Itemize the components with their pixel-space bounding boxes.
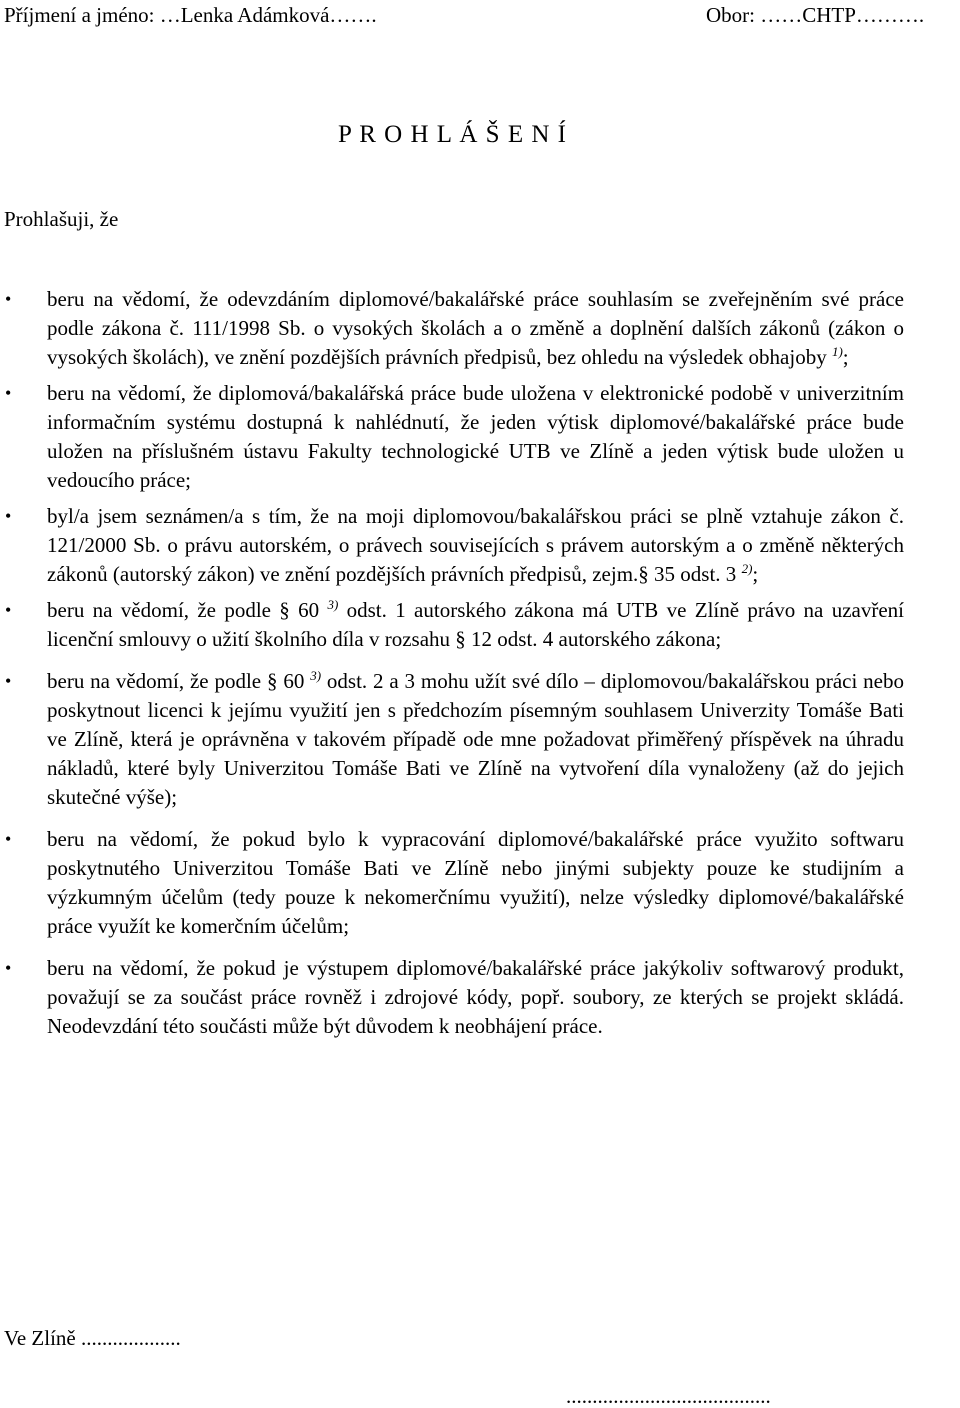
footnote-ref: 3) <box>310 668 322 683</box>
footnote-ref: 1) <box>831 344 843 359</box>
document-title: P R O H L Á Š E N Í <box>338 121 566 148</box>
bullet-icon: • <box>5 829 12 849</box>
header-field-line: Obor: ……CHTP………. <box>706 3 925 27</box>
bullet-icon: • <box>5 600 12 620</box>
item-text: beru na vědomí, že pokud bylo k vypracování diplomové/bakalářské práce využito softwaru poskytnutého Univerzitou Tomáše Bati ve Zlíně nebo jinými subjekty pouze ke studijním a výzkumným účelům (tedy pouze k nekomerčnímu využití), nelze výsledky diplomové/bakalářské práce využít ke komerčním účelům; <box>47 827 904 938</box>
place-line: Ve Zlíně ................... <box>4 1326 181 1350</box>
declaration-item-4 <box>0 596 904 654</box>
item-text: beru na vědomí, že diplomová/bakalářská práce bude uložena v elektronické podobě v univerzitním informačním systému dostupná k nahlédnutí, že jeden výtisk diplomové/bakalářské práce bude uložen na příslušném ústavu Fakulty technologické UTB ve Zlíně a jeden výtisk bude uložen u vedoucího práce; <box>47 381 904 492</box>
item-text-end: odst. 2 a 3 mohu užít své dílo – diplomovou/bakalářskou práci nebo poskytnout licenci k jejímu využití jen s předchozím písemným souhlasem Univerzity Tomáše Bati ve Zlíně, která je oprávněna v takovém případě ode mne požadovat přiměřený příspěvek na úhradu nákladů, které byly Univerzitou Tomáše Bati ve Zlíně na vytvoření díla vynaloženy (až do jejich skutečné výše); <box>47 669 904 809</box>
item-text: beru na vědomí, že podle § 60 <box>47 598 328 622</box>
declaration-item-2 <box>0 379 904 495</box>
item-text-end: odst. 1 autorského zákona má UTB ve Zlíně právo na uzavření licenční smlouvy o užití školního díla v rozsahu § 12 odst. 4 autorského zákona; <box>47 598 904 651</box>
intro-text: Prohlašuji, že <box>4 207 119 231</box>
bullet-icon: • <box>5 506 12 526</box>
item-text: beru na vědomí, že odevzdáním diplomové/bakalářské práce souhlasím se zveřejněním své práce podle zákona č. 111/1998 Sb. o vysokých školách a o změně a doplnění dalších zákonů (zákon o vysokých školách), ve znění pozdějších právních předpisů, bez ohledu na výsledek obhajoby <box>47 287 904 369</box>
declaration-item-3 <box>0 502 904 589</box>
declaration-item-5 <box>0 667 904 812</box>
bullet-icon: • <box>5 671 12 691</box>
header-name-line: Příjmení a jméno: …Lenka Adámková……. <box>4 3 377 27</box>
signature-line: ....................................... <box>566 1384 771 1408</box>
declaration-item-7 <box>0 954 904 1041</box>
item-text: beru na vědomí, že pokud je výstupem diplomové/bakalářské práce jakýkoliv softwarový produkt, považují se za součást práce rovněž i zdrojové kódy, popř. soubory, ze kterých se projekt skládá. Neodevzdání této součásti může být důvodem k neobhájení práce. <box>47 956 904 1038</box>
bullet-icon: • <box>5 383 12 403</box>
declaration-item-6 <box>0 825 904 941</box>
footnote-ref: 3) <box>327 597 339 612</box>
bullet-icon: • <box>5 289 12 309</box>
declaration-list <box>0 285 960 1048</box>
footnote-ref: 2) <box>741 561 753 576</box>
declaration-item-1 <box>0 285 904 372</box>
bullet-icon: • <box>5 958 12 978</box>
item-text: beru na vědomí, že podle § 60 <box>47 669 311 693</box>
item-text-end: ; <box>842 345 849 369</box>
item-text: byl/a jsem seznámen/a s tím, že na moji diplomovou/bakalářskou práci se plně vztahuje zákon č. 121/2000 Sb. o právu autorském, o právech souvisejících s právem autorským a o změně některých zákonů (autorský zákon) ve znění pozdějších právních předpisů, zejm.§ 35 odst. 3 <box>47 504 904 586</box>
item-text-end: ; <box>752 562 759 586</box>
